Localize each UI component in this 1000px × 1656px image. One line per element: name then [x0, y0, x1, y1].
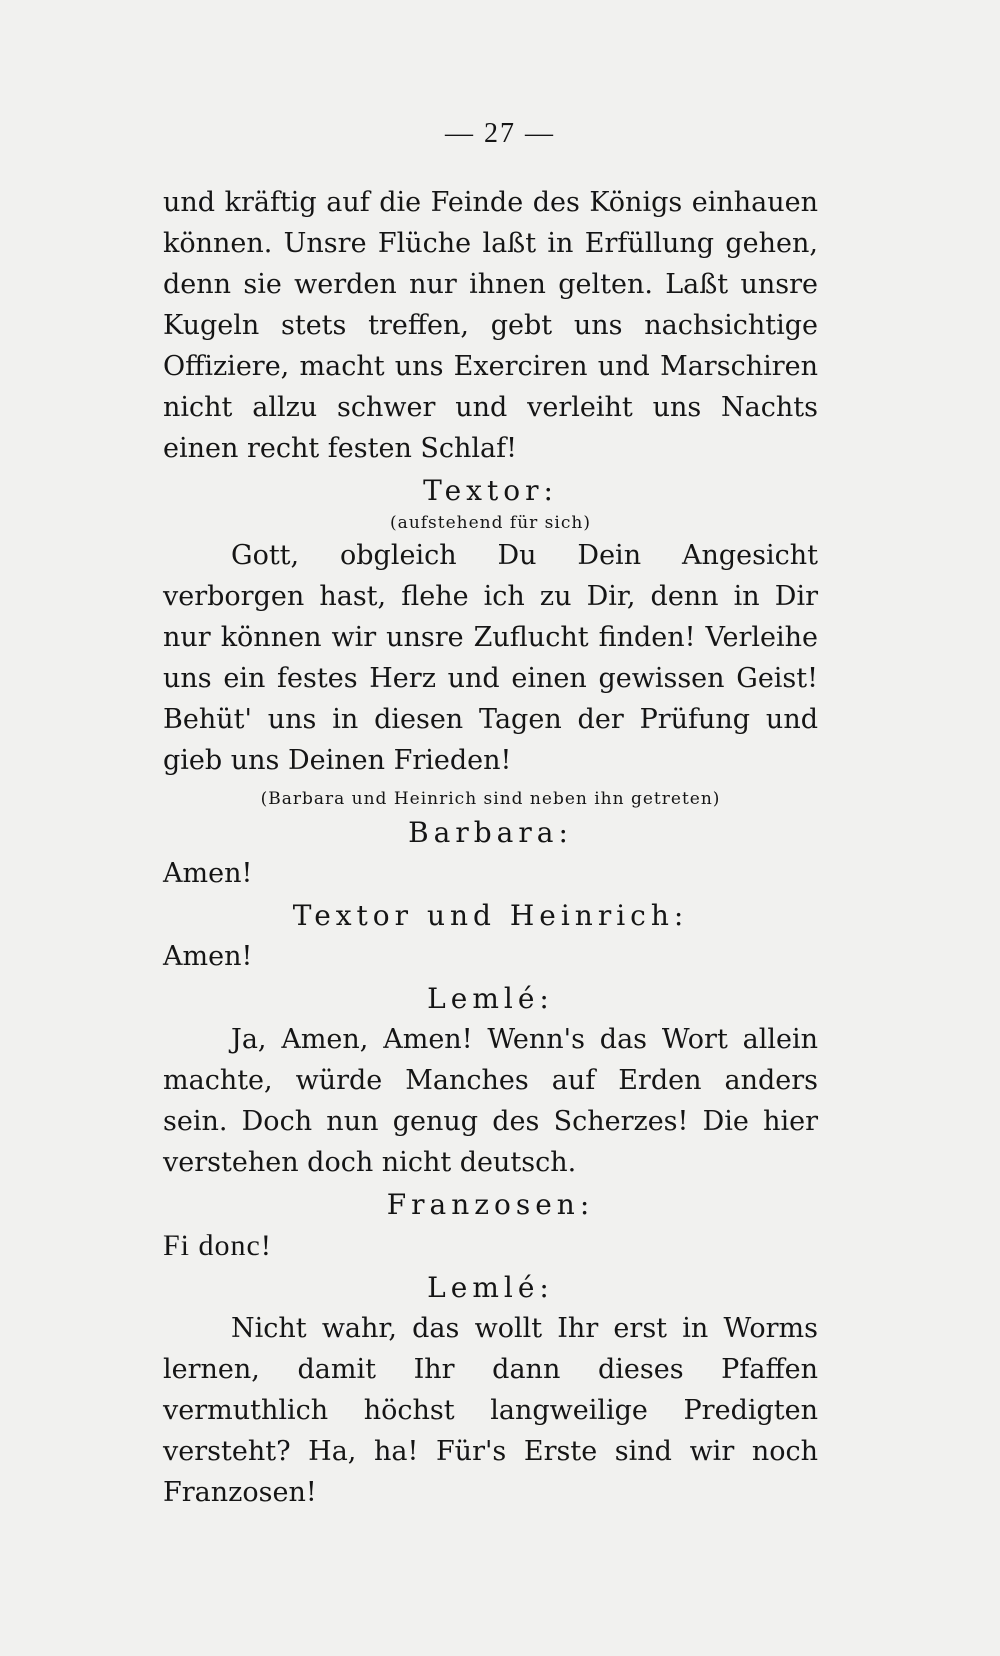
stage-direction: (aufstehend für sich)	[390, 513, 591, 533]
speaker-name: Franzosen:	[386, 1188, 595, 1221]
speaker-name: Textor und Heinrich:	[292, 899, 689, 932]
stage-direction: (Barbara und Heinrich sind neben ihn getreten)	[260, 789, 721, 809]
page-number: — 27 —	[445, 118, 555, 149]
speech-paragraph-latin: Fi donc!	[163, 1229, 272, 1262]
speech-paragraph: Amen!	[163, 858, 253, 889]
speaker-name: Lemlé:	[427, 1271, 554, 1304]
speaker-name: Textor:	[423, 474, 558, 507]
speech-paragraph: Amen!	[163, 941, 253, 972]
play-text	[163, 182, 818, 1513]
speaker-name: Lemlé:	[427, 982, 554, 1015]
speech-paragraph: Ja, Amen, Amen! Wenn's das Wort allein machte, würde Manches auf Erden anders sein. Doch nun genug des Scherzes! Die hier verstehen doch nicht deutsch.	[163, 1024, 818, 1178]
speaker-name: Barbara:	[408, 816, 573, 849]
speech-paragraph: Gott, obgleich Du Dein Angesicht verborgen hast, flehe ich zu Dir, denn in Dir nur können wir unsre Zuflucht finden! Verleihe uns ein festes Herz und einen gewissen Geist! Behüt' uns in diesen Tagen der Prüfung und gieb uns Deinen Frieden!	[163, 540, 818, 776]
speech-paragraph: und kräftig auf die Feinde des Königs einhauen können. Unsre Flüche laßt in Erfüllung gehen, denn sie werden nur ihnen gelten. Laßt unsre Kugeln stets treffen, gebt uns nachsichtige Offiziere, macht uns Exerciren und Marschiren nicht allzu schwer und verleiht uns Nachts einen recht festen Schlaf!	[163, 187, 818, 464]
speech-paragraph: Nicht wahr, das wollt Ihr erst in Worms lernen, damit Ihr dann dieses Pfaffen vermuthlich höchst langweilige Predigten versteht? Ha, ha! Für's Erste sind wir noch Franzosen!	[163, 1313, 818, 1508]
